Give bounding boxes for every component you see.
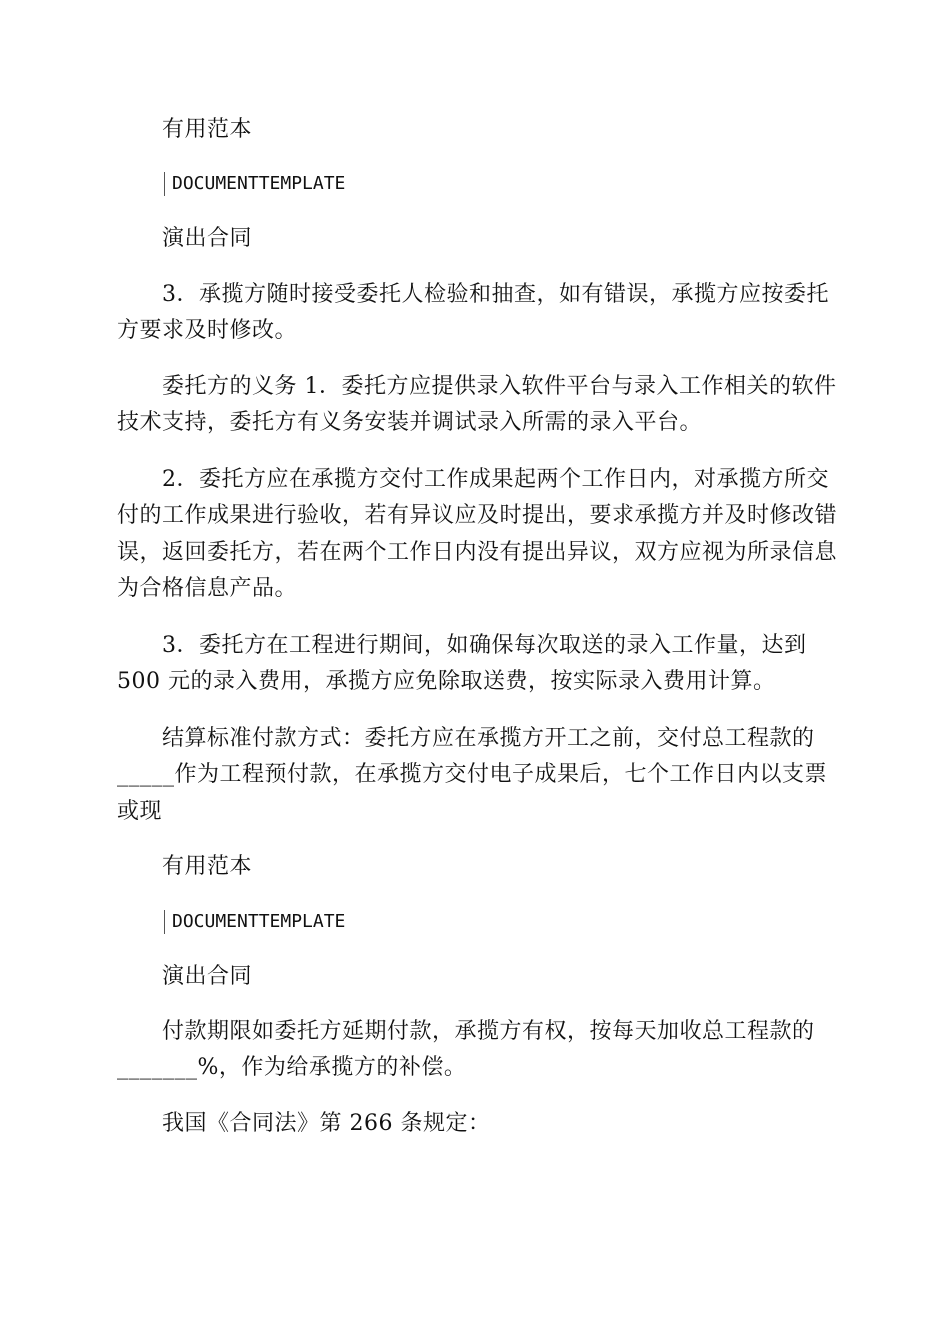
document-subtitle: 演出合同 [162, 964, 253, 989]
document-subtitle: 演出合同 [162, 226, 253, 251]
paragraph-line: 付的工作成果进行验收，若有异议应及时提出，要求承揽方并及时修改错 [117, 503, 838, 528]
header-divider [164, 172, 165, 196]
paragraph-line: _______%，作为给承揽方的补偿。 [117, 1055, 467, 1080]
header-title: 有用范本 [162, 854, 253, 879]
paragraph-line: 500 元的录入费用，承揽方应免除取送费，按实际录入费用计算。 [117, 669, 776, 694]
header-title: 有用范本 [162, 117, 253, 142]
paragraph-line: 3．承揽方随时接受委托人检验和抽查，如有错误，承揽方应按委托 [162, 282, 829, 307]
paragraph-line: 误，返回委托方，若在两个工作日内没有提出异议，双方应视为所录信息 [117, 540, 838, 565]
template-label: DOCUMENTTEMPLATE [172, 173, 346, 194]
paragraph-line: 付款期限如委托方延期付款，承揽方有权，按每天加收总工程款的 [162, 1019, 815, 1044]
paragraph-line: 3．委托方在工程进行期间，如确保每次取送的录入工作量，达到 [162, 633, 807, 658]
template-label: DOCUMENTTEMPLATE [172, 911, 346, 932]
paragraph-line: 结算标准付款方式：委托方应在承揽方开工之前，交付总工程款的 [162, 726, 815, 751]
paragraph-line: 委托方的义务 1．委托方应提供录入软件平台与录入工作相关的软件 [162, 374, 837, 399]
paragraph-line: 或现 [117, 799, 163, 824]
paragraph-line: 方要求及时修改。 [117, 318, 298, 343]
header-divider [164, 910, 165, 934]
paragraph-line: 我国《合同法》第 266 条规定： [162, 1111, 491, 1136]
paragraph-line: 2．委托方应在承揽方交付工作成果起两个工作日内，对承揽方所交 [162, 467, 829, 492]
paragraph-line: _____作为工程预付款，在承揽方交付电子成果后，七个工作日内以支票 [117, 762, 828, 787]
paragraph-line: 为合格信息产品。 [117, 576, 298, 601]
paragraph-line: 技术支持，委托方有义务安装并调试录入所需的录入平台。 [117, 410, 703, 435]
